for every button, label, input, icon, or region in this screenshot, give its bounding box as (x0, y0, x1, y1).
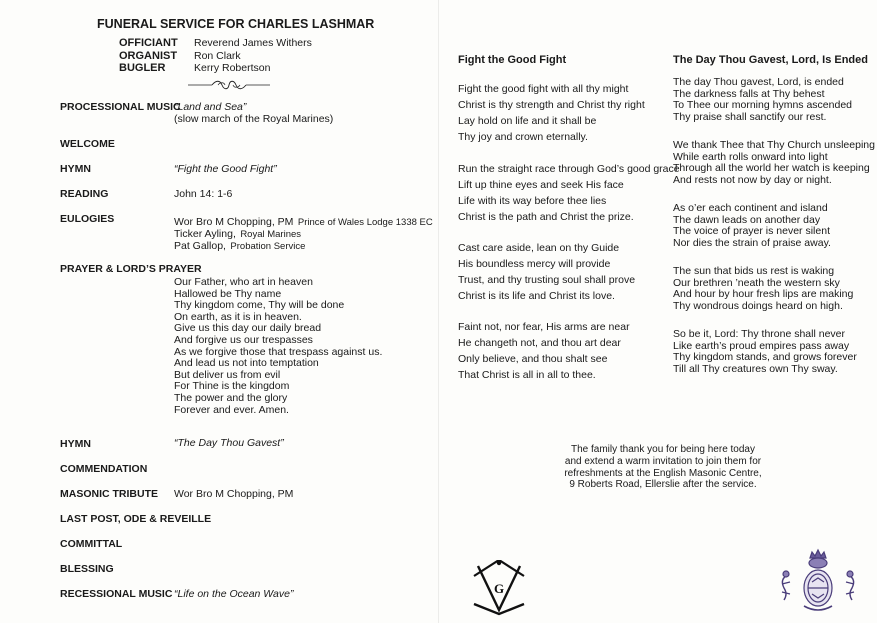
masonic-g-letter: G (493, 581, 505, 596)
role-label: OFFICIANT (119, 37, 178, 49)
thanks-line: and extend a warm invitation to join them for (564, 455, 762, 467)
verse-line: So be it, Lord: Thy throne shall never (673, 328, 845, 340)
verse-line: The sun that bids us rest is waking (673, 265, 835, 277)
masonic-tribute-label: MASONIC TRIBUTE (60, 488, 158, 500)
hymn-verse (673, 77, 852, 123)
role-value: Reverend James Withers (194, 37, 312, 49)
role-label: ORGANIST (119, 50, 178, 62)
recessional-title: “Life on the Ocean Wave” (174, 588, 294, 600)
hymn-verse (458, 81, 645, 145)
verse-line: Christ is the path and Christ the prize. (458, 211, 634, 223)
prayer-line: Forever and ever. Amen. (174, 403, 289, 416)
verse-line: Thy wondrous doings heard on high. (673, 299, 843, 312)
speaker-affiliation: Royal Marines (240, 229, 302, 240)
verse-line: Lift up thine eyes and seek His face (458, 179, 624, 191)
hymn1-label: HYMN (60, 163, 91, 175)
hymn-verse (673, 140, 877, 186)
hymn-verse (673, 329, 857, 375)
page-title: FUNERAL SERVICE FOR CHARLES LASHMAR (97, 17, 375, 31)
verse-line: That Christ is all in all to thee. (458, 369, 596, 381)
square-and-compasses-icon (470, 560, 528, 616)
prayer-line: And forgive us our trespasses (174, 333, 313, 346)
verse-line: Run the straight race through God’s good grace (458, 163, 680, 175)
blessing-label: BLESSING (60, 563, 114, 575)
verse-line: We thank Thee that Thy Church unsleeping (673, 140, 875, 151)
thanks-line: refreshments at the English Masonic Centre, (564, 467, 762, 479)
reading-value: John 14: 1-6 (174, 188, 233, 200)
role-value: Ron Clark (194, 50, 241, 62)
family-thanks-note (538, 444, 788, 491)
speaker-name: Ticker Ayling, (174, 228, 236, 240)
verse-line: Through all the world her watch is keeping (673, 162, 870, 175)
thanks-line: 9 Roberts Road, Ellerslie after the service. (569, 479, 757, 491)
verse-line: The darkness falls at Thy behest (673, 87, 825, 100)
verse-line: Life with its way before thee lies (458, 195, 607, 207)
hymn2-title: “The Day Thou Gavest” (174, 437, 284, 449)
verse-line: While earth rolls onward into light (673, 150, 828, 163)
lords-prayer-text (174, 277, 382, 416)
verse-line: The dawn leads on another day (673, 213, 821, 226)
verse-line: The day Thou gavest, Lord, is ended (673, 76, 844, 88)
last-post-label: LAST POST, ODE & REVEILLE (60, 513, 212, 525)
verse-line: Thy praise shall sanctify our rest. (673, 110, 827, 123)
speaker-name: Wor Bro M Chopping, PM (174, 216, 294, 228)
verse-line: Faint not, nor fear, His arms are near (458, 321, 630, 333)
prayer-line: As we forgive those that trespass against us. (174, 345, 383, 358)
speaker-affiliation: Prince of Wales Lodge 1338 EC (297, 217, 433, 228)
prayer-line: Our Father, who art in heaven (174, 276, 313, 288)
prayer-line: And lead us not into temptation (174, 357, 319, 370)
verse-line: And rests not now by day or night. (673, 173, 832, 186)
verse-line: Nor dies the strain of praise away. (673, 236, 831, 249)
scroll-ornament-icon (188, 79, 270, 91)
verse-line: Only believe, and thou shalt see (458, 353, 608, 365)
processional-title: “Land and Sea” (174, 101, 247, 113)
speaker-name: Pat Gallop, (174, 240, 226, 252)
prayer-line: Give us this day our daily bread (174, 322, 322, 335)
processional-label: PROCESSIONAL MUSIC (60, 101, 181, 113)
verse-line: Thy joy and crown eternally. (458, 131, 588, 143)
verse-line: Trust, and thy trusting soul shall prove (458, 274, 636, 286)
hymn-verse (458, 161, 680, 225)
verse-line: To Thee our morning hymns ascended (673, 99, 852, 112)
royal-marines-crest-icon (772, 548, 864, 616)
prayer-line: On earth, as it is in heaven. (174, 310, 302, 323)
committal-label: COMMITTAL (60, 538, 123, 550)
thanks-line: The family thank you for being here today (571, 444, 755, 455)
eulogy-speaker (174, 236, 305, 254)
welcome-label: WELCOME (60, 138, 115, 150)
hymn-title: Fight the Good Fight (458, 54, 567, 66)
prayer-label: PRAYER & LORD’S PRAYER (60, 263, 202, 275)
role-label: BUGLER (119, 62, 166, 74)
verse-line: Cast care aside, lean on thy Guide (458, 242, 620, 254)
processional-note: (slow march of the Royal Marines) (174, 113, 334, 125)
reading-label: READING (60, 188, 109, 200)
verse-line: And hour by hour fresh lips are making (673, 288, 854, 301)
page-fold (438, 0, 439, 623)
verse-line: Christ is its life and Christ its love. (458, 290, 615, 302)
verse-line: Fight the good fight with all thy might (458, 83, 629, 95)
hymn-title: The Day Thou Gavest, Lord, Is Ended (673, 54, 868, 66)
verse-line: Till all Thy creatures own Thy sway. (673, 362, 838, 375)
verse-line: The voice of prayer is never silent (673, 225, 830, 238)
hymn2-label: HYMN (60, 438, 91, 450)
verse-line: Our brethren ’neath the western sky (673, 276, 840, 289)
hymn1-title: “Fight the Good Fight” (174, 163, 277, 175)
role-value: Kerry Robertson (194, 62, 271, 74)
verse-line: Lay hold on life and it shall be (458, 115, 597, 127)
verse-line: Christ is thy strength and Christ thy right (458, 99, 645, 111)
hymn-verse (458, 319, 630, 383)
verse-line: As o’er each continent and island (673, 202, 828, 214)
commendation-label: COMMENDATION (60, 463, 148, 475)
prayer-line: Hallowed be Thy name (174, 287, 282, 300)
hymn-verse (458, 240, 635, 304)
speaker-affiliation: Probation Service (230, 241, 306, 252)
verse-line: Like earth’s proud empires pass away (673, 339, 850, 352)
verse-line: His boundless mercy will provide (458, 258, 611, 270)
prayer-line: But deliver us from evil (174, 368, 281, 381)
hymn-verse (673, 203, 831, 249)
eulogies-label: EULOGIES (60, 213, 115, 225)
prayer-line: The power and the glory (174, 391, 288, 404)
verse-line: He changeth not, and thou art dear (458, 337, 621, 349)
recessional-label: RECESSIONAL MUSIC (60, 588, 173, 600)
verse-line: Thy kingdom stands, and grows forever (673, 351, 857, 364)
prayer-line: Thy kingdom come, Thy will be done (174, 299, 345, 312)
prayer-line: For Thine is the kingdom (174, 380, 290, 393)
hymn-verse (673, 266, 853, 312)
masonic-tribute-value: Wor Bro M Chopping, PM (174, 488, 294, 500)
